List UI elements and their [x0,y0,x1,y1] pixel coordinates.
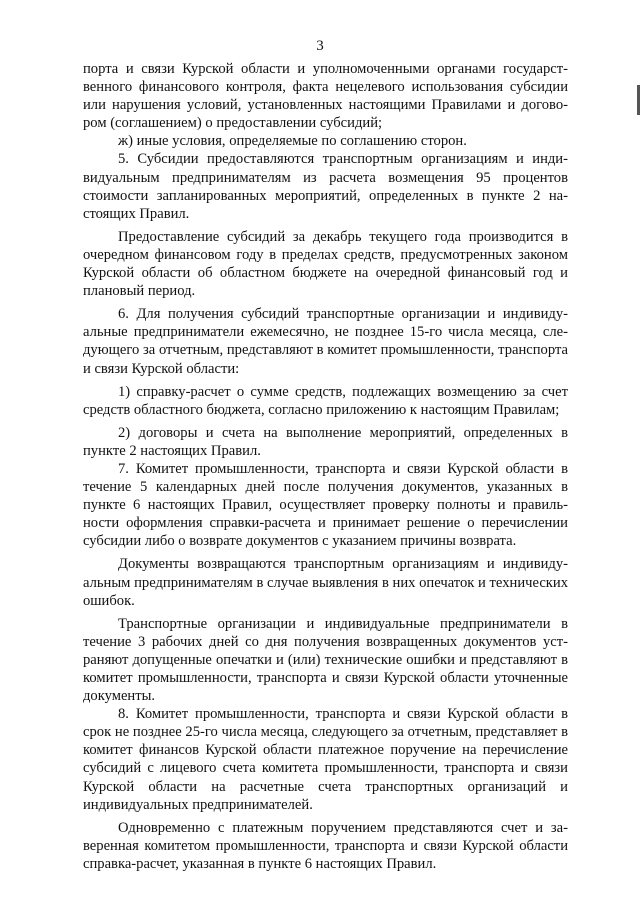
paragraph-section-6: 6. Для получения субсидий транспортные организации и индивидуальные предприниматели ежемесячно, не позднее 15-го числа месяца, следующего за отчетным, представляют в комитет промышленности, транспорта и связи Курской области: [83,306,568,377]
paragraph-december-subsidies: Предоставление субсидий за декабрь текущего года производится в очередном финансовом году в пределах средств, предусмотренных законом Курской области об областном бюджете на очередной финансовый год и плановый период. [83,228,568,300]
paragraph-payment-order: Одновременно с платежным поручением представляются счет и заверенная комитетом промышленности, транспорта и связи Курской области справка-расчет, указанная в пункте 6 настоящих Правил. [83,819,568,872]
paragraph-item-2: 2) договоры и счета на выполнение мероприятий, определенных в пункте 2 настоящих Правил. [83,424,568,459]
paragraph-corrections: Транспортные организации и индивидуальные предприниматели в течение 3 рабочих дней со дня получения возвращенных документов устраняют допущенные опечатки и (или) технические ошибки и представляют в комитет промышленности, транспорта и связи Курской области уточненные документы. [83,615,568,705]
paragraph-item-zh: ж) иные условия, определяемые по соглашению сторон. [118,133,467,150]
page-number: 3 [316,38,324,54]
paragraph-section-5: 5. Субсидии предоставляются транспортным организациям и индивидуальным предпринимателям из расчета возмещения 95 процентов стоимости запланированных мероприятий, определенных в пункте 2 настоящих Правил. [83,151,568,222]
document-body [83,60,568,873]
paragraph-section-8: 8. Комитет промышленности, транспорта и связи Курской области в срок не позднее 25-го числа месяца, следующего за отчетным, представляет в комитет финансов Курской области платежное поручение на перечисление субсидий с лицевого счета комитета промышленности, транспорта и связи Курской области на расчетные счета транспортных организаций и индивидуальных предпринимателей. [83,706,568,813]
paragraph-item-1: 1) справку-расчет о сумме средств, подлежащих возмещению за счет средств областного бюджета, согласно приложению к настоящим Правилам; [83,383,568,418]
paragraph-section-7: 7. Комитет промышленности, транспорта и связи Курской области в течение 5 календарных дней после получения документов, указанных в пункте 6 настоящих Правил, осуществляет проверку полноты и правильности оформления справки-расчета и принимает решение о перечислении субсидии либо о возврате документов с указанием причины возврата. [83,460,568,550]
paragraph-documents-returned: Документы возвращаются транспортным организациям и индивидуальным предпринимателям в случае выявления в них опечаток и технических ошибок. [83,556,568,609]
paragraph-rules-violation: порта и связи Курской области и уполномоченными органами государственного финансового контроля, факта нецелевого использования субсидии или нарушения условий, установленных настоящими Правилами и договором (соглашением) о предоставлении субсидий; [83,61,568,132]
